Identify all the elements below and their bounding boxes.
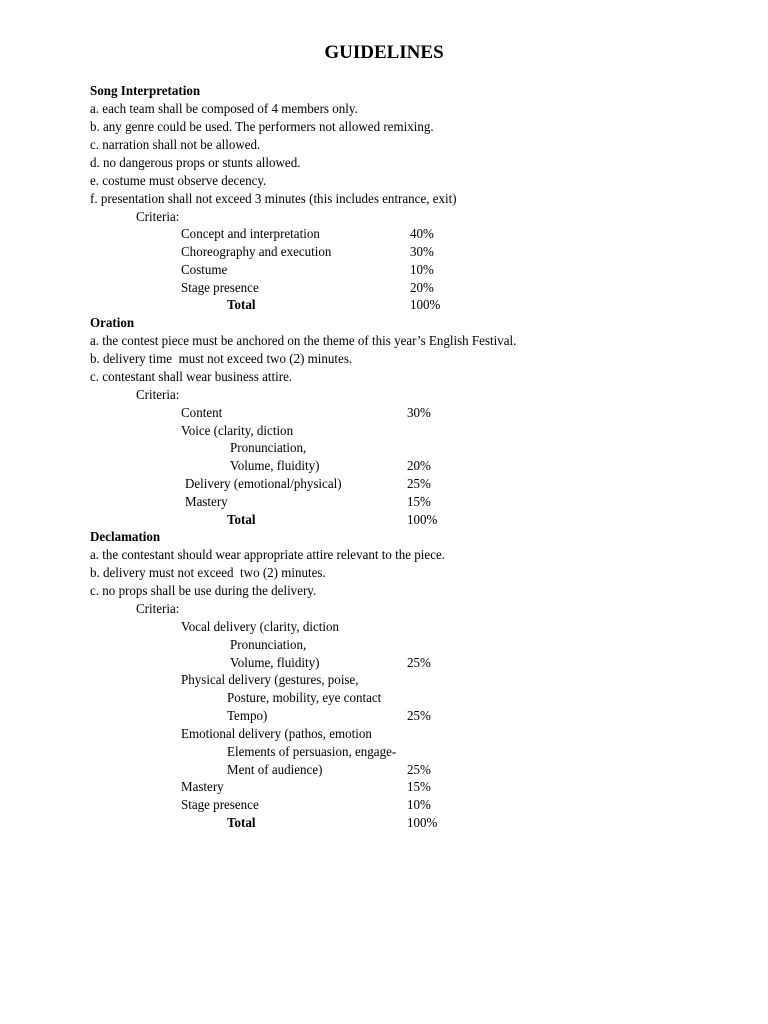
rule-item: c. narration shall not be allowed. (90, 138, 261, 153)
total-label: Total (227, 298, 256, 313)
rule-item: b. delivery time must not exceed two (2) minutes. (90, 352, 353, 367)
criterion-percent: 25% (407, 709, 431, 724)
criterion-name: Delivery (emotional/physical) (185, 477, 342, 492)
criterion-percent: 40% (410, 227, 434, 242)
criterion-percent: 20% (410, 281, 434, 296)
total-percent: 100% (410, 298, 441, 313)
rule-item: c. contestant shall wear business attire. (90, 370, 293, 385)
total-label: Total (227, 513, 256, 528)
criterion-percent: 30% (410, 245, 434, 260)
rule-item: e. costume must observe decency. (90, 174, 267, 189)
rule-item: b. any genre could be used. The performers not allowed remixing. (90, 120, 434, 135)
total-percent: 100% (407, 513, 438, 528)
criterion-name-continued: Volume, fluidity) (230, 459, 320, 474)
rule-item: a. each team shall be composed of 4 members only. (90, 102, 358, 117)
criterion-percent: 25% (407, 656, 431, 671)
criterion-name-continued: Elements of persuasion, engage- (227, 745, 397, 760)
criterion-name-continued: Tempo) (227, 709, 268, 724)
criterion-name-continued: Volume, fluidity) (230, 656, 320, 671)
rule-item: f. presentation shall not exceed 3 minutes (this includes entrance, exit) (90, 192, 457, 207)
criterion-name-continued: Ment of audience) (227, 763, 323, 778)
section-heading-song: Song Interpretation (90, 84, 201, 99)
criterion-percent: 25% (407, 477, 431, 492)
criterion-name: Mastery (185, 495, 228, 510)
criterion-percent: 10% (410, 263, 434, 278)
criterion-name: Voice (clarity, diction (181, 424, 294, 439)
criterion-name: Physical delivery (gestures, poise, (181, 673, 359, 688)
total-label: Total (227, 816, 256, 831)
criterion-name: Vocal delivery (clarity, diction (181, 620, 339, 635)
criterion-percent: 15% (407, 495, 431, 510)
criterion-name: Mastery (181, 780, 224, 795)
criterion-percent: 25% (407, 763, 431, 778)
criteria-label: Criteria: (136, 602, 180, 617)
criteria-label: Criteria: (136, 388, 180, 403)
criterion-name: Choreography and execution (181, 245, 332, 260)
criterion-name-continued: Pronunciation, (230, 441, 307, 456)
criterion-percent: 20% (407, 459, 431, 474)
section-heading-oration: Oration (90, 316, 135, 331)
criterion-name: Stage presence (181, 281, 259, 296)
criterion-name: Stage presence (181, 798, 259, 813)
criterion-name-continued: Posture, mobility, eye contact (227, 691, 382, 706)
criterion-percent: 10% (407, 798, 431, 813)
criterion-percent: 30% (407, 406, 431, 421)
criterion-name: Content (181, 406, 223, 421)
rule-item: a. the contest piece must be anchored on the theme of this year’s English Festival. (90, 334, 517, 349)
criteria-label: Criteria: (136, 210, 180, 225)
section-heading-declamation: Declamation (90, 530, 161, 545)
criterion-name: Costume (181, 263, 228, 278)
total-percent: 100% (407, 816, 438, 831)
criterion-name-continued: Pronunciation, (230, 638, 307, 653)
rule-item: a. the contestant should wear appropriate attire relevant to the piece. (90, 548, 446, 563)
criterion-name: Emotional delivery (pathos, emotion (181, 727, 372, 742)
page-title: GUIDELINES (324, 42, 444, 63)
rule-item: b. delivery must not exceed two (2) minutes. (90, 566, 326, 581)
rule-item: c. no props shall be use during the delivery. (90, 584, 317, 599)
criterion-name: Concept and interpretation (181, 227, 320, 242)
criterion-percent: 15% (407, 780, 431, 795)
rule-item: d. no dangerous props or stunts allowed. (90, 156, 301, 171)
